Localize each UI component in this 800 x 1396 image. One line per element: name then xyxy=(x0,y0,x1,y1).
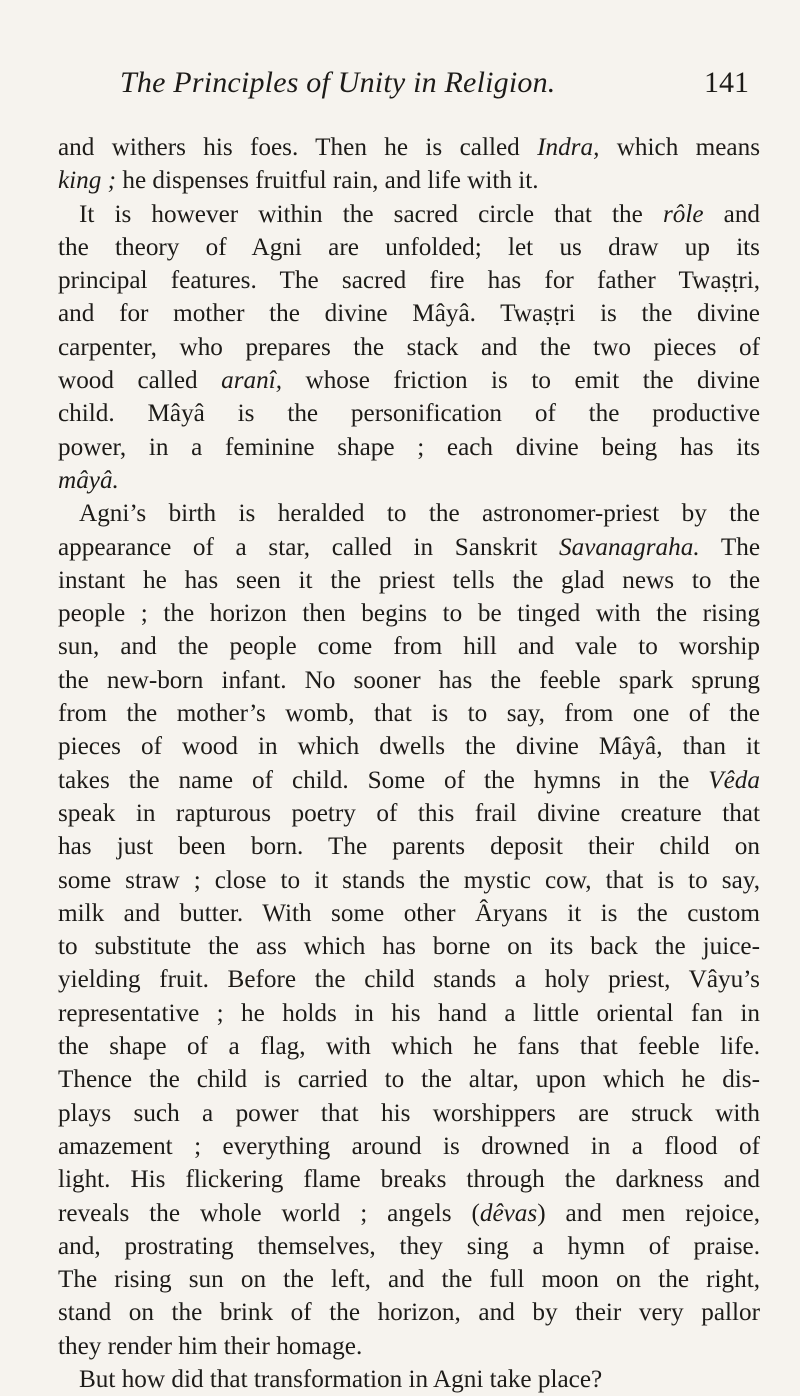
paragraph-start-line: Agni’s birth is heralded to the astronomer-priest by the xyxy=(79,500,760,528)
text-line: from the mother’s womb, that is to say, from one of the xyxy=(58,700,760,728)
text-line: yielding fruit. Before the child stands a holy priest, Vâyu’s xyxy=(58,966,760,994)
text-line: pieces of wood in which dwells the divine Mâyâ, than it xyxy=(58,733,760,761)
text-line: light. His flickering flame breaks through the darkness and xyxy=(58,1166,760,1194)
text-line: wood called aranî, whose friction is to emit the divine xyxy=(58,367,760,395)
text-line: people ; the horizon then begins to be tinged with the rising xyxy=(58,600,760,628)
text-line: instant he has seen it the priest tells the glad news to the xyxy=(58,566,760,594)
text-line: appearance of a star, called in Sanskrit Savanagraha. The xyxy=(58,533,760,561)
running-header xyxy=(0,66,800,126)
text-line: has just been born. The parents deposit their child on xyxy=(58,833,760,861)
text-line: The rising sun on the left, and the full moon on the right, xyxy=(58,1266,760,1294)
text-line: representative ; he holds in his hand a little oriental fan in xyxy=(58,999,760,1027)
text-line: takes the name of child. Some of the hymns in the Vêda xyxy=(58,766,760,794)
text-line: amazement ; everything around is drowned in a flood of xyxy=(58,1132,760,1160)
body-text xyxy=(58,131,760,1396)
running-title: The Principles of Unity in Religion. xyxy=(120,66,556,99)
text-line: the theory of Agni are unfolded; let us draw up its xyxy=(58,233,760,261)
text-line: power, in a feminine shape ; each divine being has its xyxy=(58,433,760,461)
text-line: the new-born infant. No sooner has the feeble spark sprung xyxy=(58,666,760,694)
text-line: reveals the whole world ; angels (dêvas) and men rejoice, xyxy=(58,1199,761,1227)
text-line: king ; he dispenses fruitful rain, and life with it. xyxy=(58,167,539,195)
text-line: Thence the child is carried to the altar, upon which he dis- xyxy=(58,1066,760,1094)
text-line: stand on the brink of the horizon, and by their very pallor xyxy=(58,1299,760,1327)
text-line: mâyâ. xyxy=(58,466,119,494)
page-number: 141 xyxy=(704,66,749,99)
text-line: sun, and the people come from hill and vale to worship xyxy=(58,633,760,661)
text-line: to substitute the ass which has borne on its back the juice- xyxy=(58,933,760,961)
paragraph-start-line: It is however within the sacred circle that the rôle and xyxy=(79,200,761,228)
text-line: and, prostrating themselves, they sing a hymn of praise. xyxy=(58,1232,760,1260)
text-line: carpenter, who prepares the stack and the two pieces of xyxy=(58,333,760,361)
text-line: the shape of a flag, with which he fans that feeble life. xyxy=(58,1033,760,1061)
text-line: they render him their homage. xyxy=(58,1332,363,1360)
text-line: child. Mâyâ is the personification of the productive xyxy=(58,400,760,428)
text-line: and withers his foes. Then he is called Indra, which means xyxy=(58,134,761,161)
text-line: and for mother the divine Mâyâ. Twaṣṭri is the divine xyxy=(58,300,760,328)
paragraph-start-line: But how did that transformation in Agni take place? xyxy=(79,1365,603,1393)
text-line: some straw ; close to it stands the mystic cow, that is to say, xyxy=(58,866,760,894)
text-line: plays such a power that his worshippers are struck with xyxy=(58,1099,760,1127)
text-line: milk and butter. With some other Âryans it is the custom xyxy=(58,899,760,927)
text-line: principal features. The sacred fire has for father Twaṣṭri, xyxy=(58,267,760,295)
text-line: speak in rapturous poetry of this frail divine creature that xyxy=(58,799,760,827)
